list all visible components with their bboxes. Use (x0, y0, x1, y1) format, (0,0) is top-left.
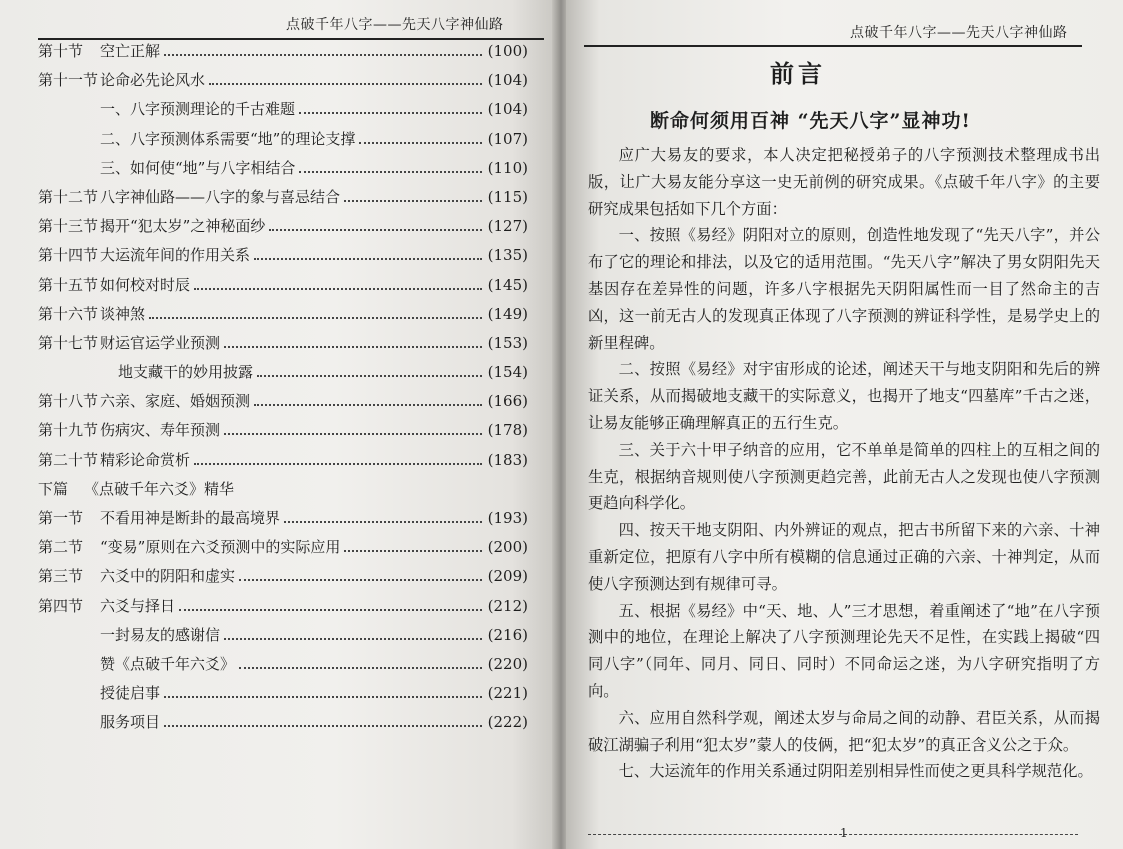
toc-title: 六爻中的阴阳和虚实 (100, 567, 236, 586)
toc-section-number: 第一节 (38, 509, 84, 527)
toc-entry (38, 274, 528, 303)
toc-title: 三、如何使“地”与八字相结合 (100, 158, 296, 177)
toc-page-number: (183) (487, 450, 528, 469)
toc-entry (38, 128, 528, 157)
toc-page-number: (154) (487, 363, 528, 382)
toc-page-number: (200) (487, 538, 528, 557)
toc-leader-dots (254, 258, 482, 260)
toc-leader-dots (164, 54, 482, 56)
toc-leader-dots (224, 346, 482, 348)
toc-title: 揭开“犯太岁”之神秘面纱 (100, 217, 266, 236)
left-running-header: 点破千年八字——先天八字神仙路 (286, 17, 504, 33)
toc-entry (38, 361, 528, 390)
toc-title: “变易”原则在六爻预测中的实际应用 (100, 538, 341, 557)
toc-section-number: 第十七节 (38, 333, 99, 352)
toc-section-number: 第十四节 (38, 246, 99, 265)
toc-leader-dots (224, 638, 482, 640)
toc-title: 八字神仙路——八字的象与喜忌结合 (100, 187, 341, 206)
toc-leader-dots (164, 725, 482, 727)
right-running-header: 点破千年八字——先天八字神仙路 (850, 25, 1068, 41)
toc-entry (38, 449, 528, 478)
preface-paragraph: 四、按天干地支阴阳、内外辨证的观点，把古书所留下来的六亲、十神重新定位，把原有八字中所有模糊的信息通过正确的六亲、十神判定，从而使八字预测达到有规律可寻。 (588, 521, 1100, 593)
toc-entry (38, 478, 528, 507)
toc-entry (38, 40, 528, 69)
toc-section-number: 第四节 (38, 596, 84, 615)
toc-page-number: (110) (487, 158, 528, 177)
toc-leader-dots (299, 112, 482, 114)
preface-paragraph: 应广大易友的要求，本人决定把秘授弟子的八字预测技术整理成书出版，让广大易友能分享这一史无前例的研究成果。《点破千年八字》的主要研究成果包括如下几个方面： (588, 146, 1100, 218)
toc-section-number: 第十二节 (38, 187, 99, 206)
toc-page-number: (221) (487, 684, 528, 703)
toc-title: 六爻与择日 (100, 596, 176, 615)
toc-title: 二、八字预测体系需要“地”的理论支撑 (100, 129, 356, 148)
table-of-contents (38, 40, 528, 741)
toc-page-number: (115) (487, 187, 528, 206)
toc-leader-dots (164, 696, 482, 698)
toc-page-number: (178) (487, 421, 528, 440)
toc-entry (38, 624, 528, 653)
toc-entry (38, 215, 528, 244)
toc-leader-dots (284, 521, 482, 523)
toc-page-number: (104) (487, 71, 528, 90)
preface-paragraph: 一、按照《易经》阴阳对立的原则，创造性地发现了“先天八字”，并公布了它的理论和排法，以及它的适用范围。“先天八字”解决了男女阴阳先天基因存在差异性的问题，许多八字根据先天阴阳属性而一目了然命主的吉凶，这一前无古人的发现真正体现了八字预测的辨证科学性，是易学史上的新里程碑。 (588, 226, 1100, 352)
preface-body (588, 142, 1100, 785)
toc-section-number: 第十三节 (38, 217, 99, 236)
toc-leader-dots (239, 579, 482, 581)
toc-entry (38, 157, 528, 186)
toc-title: 财运官运学业预测 (100, 333, 221, 352)
toc-page-number: (100) (487, 42, 528, 60)
toc-title: 大运流年间的作用关系 (100, 246, 251, 265)
toc-leader-dots (194, 288, 482, 290)
toc-title: 《点破千年六爻》精华 (84, 479, 235, 498)
toc-title: 六亲、家庭、婚姻预测 (100, 392, 251, 411)
toc-title: 服务项目 (100, 713, 161, 732)
toc-title: 赞《点破千年六爻》 (100, 654, 236, 673)
toc-leader-dots (299, 171, 481, 173)
toc-section-number: 第十六节 (38, 304, 99, 323)
toc-title: 伤病灾、寿年预测 (100, 421, 221, 440)
toc-leader-dots (359, 142, 481, 144)
toc-page-number: (149) (487, 304, 528, 323)
toc-leader-dots (344, 550, 481, 552)
toc-entry (38, 711, 528, 740)
toc-section-number: 第二十节 (38, 450, 99, 469)
toc-leader-dots (194, 463, 482, 465)
footer-rule (588, 834, 1078, 835)
page-number: 1 (840, 826, 848, 840)
toc-entry (38, 390, 528, 419)
toc-page-number: (107) (487, 129, 528, 148)
toc-section-number: 第十八节 (38, 392, 99, 411)
toc-entry (38, 98, 528, 127)
toc-section-number: 第三节 (38, 567, 84, 586)
toc-entry (38, 332, 528, 361)
toc-entry (38, 565, 528, 594)
toc-section-number: 第十五节 (38, 275, 99, 294)
toc-page-number: (209) (487, 567, 528, 586)
toc-page-number: (153) (487, 333, 528, 352)
toc-leader-dots (269, 229, 481, 231)
preface-paragraph: 七、大运流年的作用关系通过阴阳差别相异性而使之更具科学规范化。 (618, 762, 1093, 781)
toc-leader-dots (257, 375, 482, 377)
toc-page-number: (104) (487, 100, 528, 119)
preface-paragraph: 三、关于六十甲子纳音的应用，它不单单是简单的四柱上的互相之间的生克，根据纳音规则使八字预测更趋完善，此前无古人之发现也使八字预测更趋向科学化。 (588, 440, 1100, 513)
toc-title: 谈神煞 (100, 304, 146, 323)
toc-page-number: (135) (487, 246, 528, 265)
toc-section-number: 下篇 (38, 479, 69, 498)
toc-section-number: 第十节 (38, 42, 84, 60)
toc-leader-dots (149, 317, 482, 319)
preface-subtitle: 断命何须用百神 “先天八字”显神功! (650, 110, 971, 132)
toc-entry (38, 536, 528, 565)
toc-title: 不看用神是断卦的最高境界 (100, 509, 281, 527)
preface-paragraph: 五、根据《易经》中“天、地、人”三才思想，着重阐述了“地”在八字预测中的地位，在理论上解决了八字预测理论先天不足性，在实践上揭破“四同八字”（同年、同月、同日、同时）不同命运之迷，为八字研究指明了方向。 (588, 601, 1100, 700)
toc-page-number: (212) (487, 596, 528, 615)
toc-title: 如何校对时辰 (100, 275, 191, 294)
toc-leader-dots (224, 433, 482, 435)
preface-heading: 前言 (770, 59, 826, 88)
toc-entry (38, 69, 528, 98)
preface-paragraph: 二、按照《易经》对宇宙形成的论述，阐述天干与地支阴阳和先后的辨证关系，从而揭破地支藏干的实际意义，也揭开了地支“四墓库”千古之迷，让易友能够正确理解真正的五行生克。 (588, 360, 1100, 432)
toc-page-number: (127) (487, 217, 528, 236)
toc-title: 精彩论命赏析 (100, 450, 191, 469)
toc-entry (38, 186, 528, 215)
toc-leader-dots (239, 667, 482, 669)
toc-section-number: 第二节 (38, 538, 84, 557)
toc-entry (38, 244, 528, 273)
toc-title: 论命必先论风水 (100, 71, 206, 90)
toc-leader-dots (179, 609, 482, 611)
toc-leader-dots (344, 200, 482, 202)
toc-page-number: (222) (487, 713, 528, 732)
toc-entry (38, 507, 528, 536)
toc-leader-dots (209, 83, 482, 85)
toc-entry (38, 419, 528, 448)
toc-page-number: (145) (487, 275, 528, 294)
toc-section-number: 第十一节 (38, 71, 99, 90)
toc-page-number: (193) (487, 509, 528, 527)
toc-title: 空亡正解 (100, 42, 161, 60)
toc-section-number: 第十九节 (38, 421, 99, 440)
toc-entry (38, 653, 528, 682)
toc-page-number: (166) (487, 392, 528, 411)
toc-title: 一、八字预测理论的千古难题 (100, 100, 296, 119)
toc-page-number: (216) (487, 625, 528, 644)
toc-entry (38, 595, 528, 624)
toc-title: 一封易友的感谢信 (100, 625, 221, 644)
preface-paragraph: 六、应用自然科学观，阐述太岁与命局之间的动静、君臣关系，从而揭破江湖骗子利用“犯太岁”蒙人的伎俩，把“犯太岁”的真正含义公之于众。 (588, 708, 1100, 754)
toc-entry (38, 682, 528, 711)
right-header-rule (584, 45, 1082, 47)
toc-title: 地支藏干的妙用披露 (118, 363, 254, 382)
toc-leader-dots (254, 404, 482, 406)
toc-title: 授徒启事 (100, 684, 161, 703)
toc-entry (38, 303, 528, 332)
toc-page-number: (220) (487, 654, 528, 673)
